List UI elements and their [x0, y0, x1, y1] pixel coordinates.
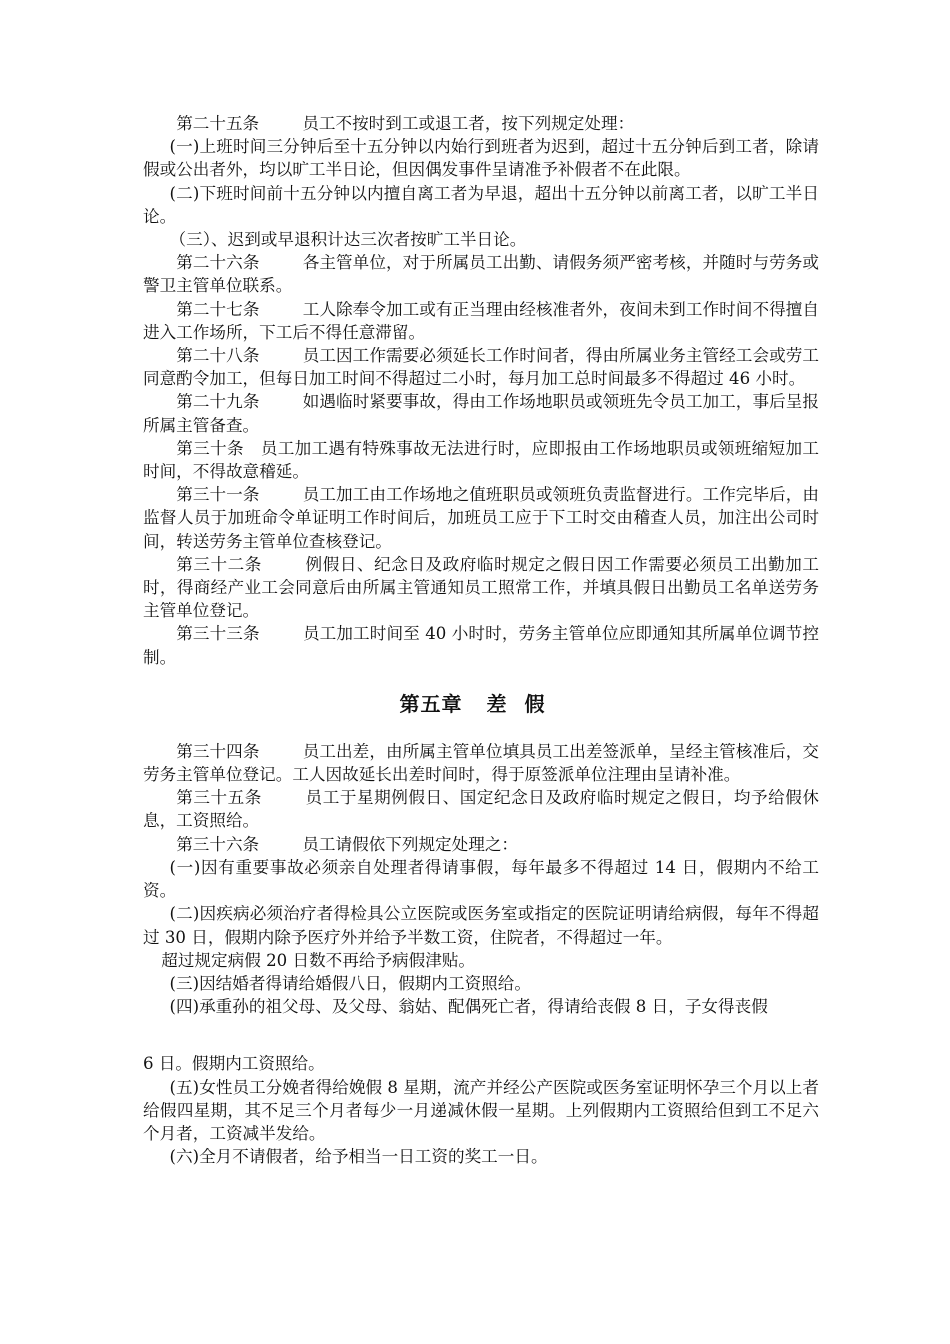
article-30: 第三十条 员工加工遇有特殊事故无法进行时，应即报由工作场地职员或领班缩短加工时间，不得故意稽延。: [143, 438, 820, 482]
page-break-gap: [143, 1018, 819, 1052]
article-29: 第二十九条 如遇临时紧要事故，得由工作场地职员或领班先令员工加工，事后呈报所属主管备查。: [143, 392, 820, 435]
clause-25-1: (一)上班时间三分钟后至十五分钟以内始行到班者为迟到，超过十五分钟后到工者，除请假或公出者外，均以旷工半日论，但因偶发事件呈请准予补假者不在此限。: [143, 137, 819, 180]
clause-36-1: (一)因有重要事故必须亲自处理者得请事假，每年最多不得超过 14 日，假期内不给工资。: [143, 857, 819, 901]
article-34: 第三十四条 员工出差，由所属主管单位填具员工出差签派单，呈经主管核准后，交劳务主管单位登记。工人因故延长出差时间时，得于原签派单位注理由呈请补准。: [143, 741, 820, 785]
article-36: 第三十六条 员工请假依下列规定处理之：: [176, 834, 519, 854]
clause-36-3: (三)因结婚者得请给婚假八日，假期内工资照给。: [169, 973, 531, 993]
article-31: 第三十一条 员工加工由工作场地之值班职员或领班负责监督进行。工作完毕后，由监督人员于加班命令单证明工作时间后，加班员工应于下工时交由稽查人员，加注出公司时间，转送劳务主管单位查核登记。: [143, 485, 820, 551]
clause-25-3: （三）、迟到或早退积计达三次者按旷工半日论。: [169, 230, 527, 250]
document-body: [143, 112, 819, 1168]
article-26: 第二十六条 各主管单位，对于所属员工出勤、请假务须严密考核，并随时与劳务或警卫主管单位联系。: [143, 253, 820, 296]
article-35: 第三十五条 员工于星期例假日、国定纪念日及政府临时规定之假日，均予给假休息，工资照给。: [143, 788, 820, 831]
chapter-heading: [143, 691, 819, 717]
clause-25-2: (二)下班时间前十五分钟以内擅自离工者为早退，超出十五分钟以前离工者，以旷工半日论。: [143, 183, 819, 226]
clause-36-6: (六)全月不请假者，给予相当一日工资的奖工一日。: [169, 1147, 548, 1167]
clause-36-5: (五)女性员工分娩者得给娩假 8 星期，流产并经公产医院或医务室证明怀孕三个月以上者给假四星期，其不足三个月者每少一月递减休假一星期。上列假期内工资照给但到工不足六个月者，工资减半发给。: [143, 1077, 819, 1143]
chapter-number: 第五章: [399, 691, 463, 716]
clause-36-2: (二)因疾病必须治疗者得检具公立医院或医务室或指定的医院证明请给病假，每年不得超过 30 日，假期内除予医疗外并给予半数工资，住院者，不得超过一年。: [143, 904, 819, 947]
article-25: 第二十五条 员工不按时到工或退工者，按下列规定处理：: [176, 114, 635, 133]
clause-36-4-cont: 6 日。假期内工资照给。: [143, 1054, 325, 1074]
clause-36-2-note: 超过规定病假 20 日数不再给予病假津贴。: [161, 950, 476, 970]
chapter-title: 差假: [486, 691, 563, 716]
clause-36-4: (四)承重孙的祖父母、及父母、翁姑、配偶死亡者，得请给丧假 8 日，子女得丧假: [169, 997, 768, 1017]
article-27: 第二十七条 工人除奉令加工或有正当理由经核准者外，夜间未到工作时间不得擅自进入工作场所，下工后不得任意滞留。: [143, 299, 820, 342]
article-33: 第三十三条 员工加工时间至 40 小时时，劳务主管单位应即通知其所属单位调节控制。: [143, 624, 819, 667]
article-32: 第三十二条 例假日、纪念日及政府临时规定之假日因工作需要必须员工出勤加工时，得商经产业工会同意后由所属主管通知员工照常工作，并填具假日出勤员工名单送劳务主管单位登记。: [143, 554, 820, 621]
article-28: 第二十八条 员工因工作需要必须延长工作时间者，得由所属业务主管经工会或劳工同意酌令加工，但每日加工时间不得超过二小时，每月加工总时间最多不得超过 46 小时。: [143, 346, 820, 389]
